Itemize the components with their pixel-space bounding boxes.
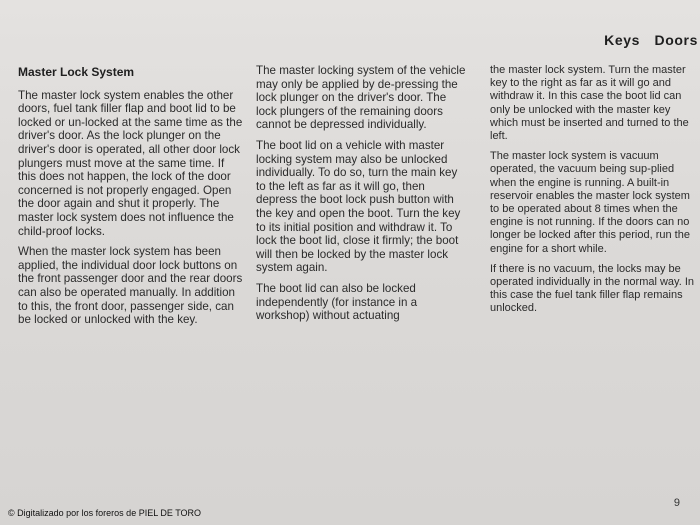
paragraph-5: The boot lid can also be locked independently (for instance in a workshop) without actuating (256, 281, 418, 323)
page-number: 9 (673, 497, 680, 509)
paragraph-4: The boot lid on a vehicle with master locking system may also be unlocked individually. To do so, turn the main key to the left as far as it will go, then depress the boot lock push button with the key and open the boot. Turn the key to its initial position and withdraw it. To lock the boot lid, close it firmly; the boot will then be locked by the master lock system again. (256, 138, 461, 275)
section-title: Master Lock System (18, 65, 135, 79)
text-column-3 (490, 64, 696, 323)
page-header (604, 32, 698, 48)
paragraph-8: If there is no vacuum, the locks may be operated individually in the normal way. In this case the fuel tank filler flap remains unlocked. (490, 262, 695, 315)
scan-credit: © Digitalizado por los foreros de PIEL DE TORO (8, 508, 202, 518)
paragraph-6: the master lock system. Turn the master key to the right as far as it will go and withdraw it. In this case the boot lid can only be unlocked with the master key which must be inserted and turned to the left. (490, 64, 689, 143)
text-column-2 (256, 64, 468, 330)
paragraph-3: The master locking system of the vehicle may only be applied by de-pressing the lock plunger on the driver's door. The lock plungers of the remaining doors cannot be depressed individually. (256, 64, 466, 132)
paragraph-2: When the master lock system has been applied, the individual door lock buttons on the front passenger door and the rear doors can also be operated manually. In addition to this, the front door, passenger side, can be locked or unlocked with the key. (18, 245, 243, 327)
paragraph-7: The master lock system is vacuum operated, the vacuum being sup-plied when the engine is running. A built-in reservoir enables the master lock system to be operated about 8 times when the engine is not running. If the doors can no longer be locked after this period, run the engine for a short while. (490, 150, 690, 255)
header-doors: Doors (654, 32, 698, 48)
header-keys: Keys (604, 32, 641, 48)
text-column-1 (18, 64, 244, 334)
paragraph-1: The master lock system enables the other doors, fuel tank filler flap and boot lid to be locked or un-locked at the same time as the driver's door. As the lock plunger on the driver's door is operated, all other door lock plungers must move at the same time. If this does not happen, the lock of the door concerned is not properly engaged. Open the door again and shut it properly. The master lock system does not influence the child-proof locks. (18, 88, 243, 238)
